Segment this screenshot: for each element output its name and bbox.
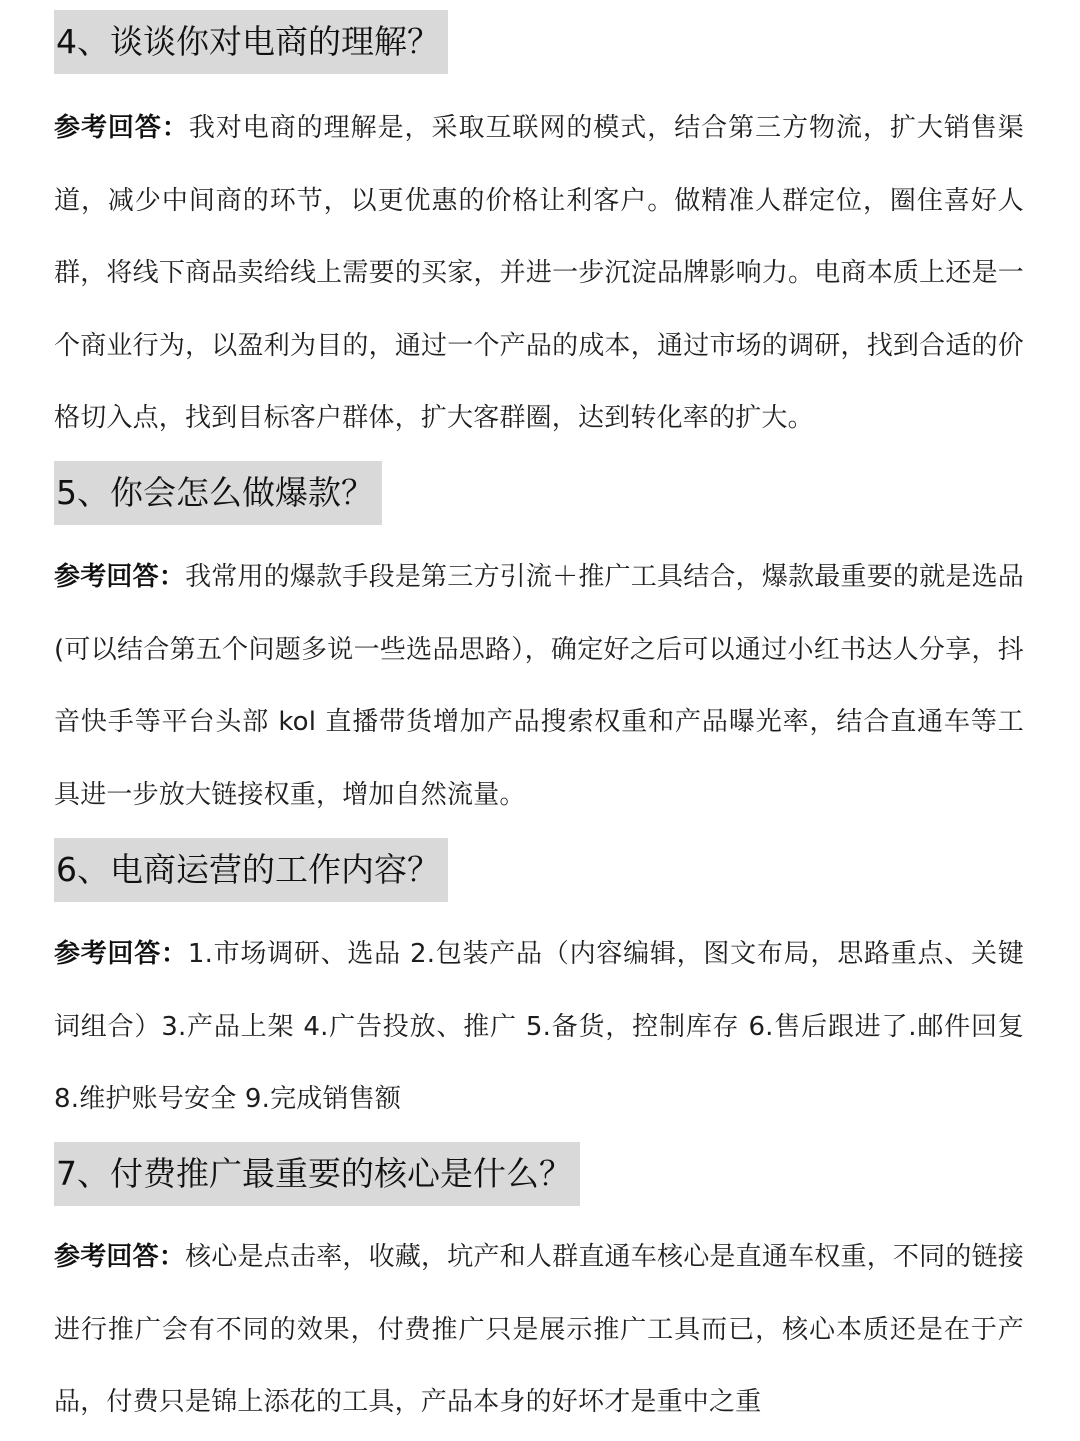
question-heading-7 bbox=[54, 1142, 580, 1206]
question-text: 4、谈谈你对电商的理解？ bbox=[56, 22, 440, 61]
answer-paragraph-6 bbox=[54, 918, 1024, 1136]
answer-paragraph-5 bbox=[54, 541, 1024, 831]
answer-paragraph-7 bbox=[54, 1221, 1024, 1439]
answer-label: 参考回答： bbox=[54, 562, 186, 592]
answer-text: 我对电商的理解是，采取互联网的模式，结合第三方物流，扩大销售渠道，减少中间商的环节，以更优惠的价格让利客户。做精准人群定位，圈住喜好人群，将线下商品卖给线上需要的买家，并进一步沉淀品牌影响力。电商本质上还是一个商业行为，以盈利为目的，通过一个产品的成本，通过市场的调研，找到合适的价格切入点，找到目标客户群体，扩大客群圈，达到转化率的扩大。 bbox=[54, 113, 1024, 433]
question-text: 5、你会怎么做爆款？ bbox=[56, 473, 374, 512]
question-heading-6 bbox=[54, 838, 448, 902]
question-heading-5 bbox=[54, 461, 382, 525]
question-text: 7、付费推广最重要的核心是什么？ bbox=[56, 1154, 572, 1193]
answer-label: 参考回答： bbox=[54, 939, 188, 969]
answer-paragraph-4 bbox=[54, 92, 1024, 455]
answer-text: 我常用的爆款手段是第三方引流＋推广工具结合，爆款最重要的就是选品(可以结合第五个问题多说一些选品思路），确定好之后可以通过小红书达人分享，抖音快手等平台头部 kol 直播带货增加产品搜索权重和产品曝光率，结合直通车等工具进一步放大链接权重，增加自然流量。 bbox=[54, 562, 1024, 810]
question-heading-4 bbox=[54, 10, 448, 74]
answer-label: 参考回答： bbox=[54, 1242, 186, 1272]
answer-text: 1.市场调研、选品 2.包装产品（内容编辑，图文布局，思路重点、关键词组合）3.产品上架 4.广告投放、推广 5.备货，控制库存 6.售后跟进了.邮件回复 8.维护账号安全 9.完成销售额 bbox=[54, 939, 1024, 1114]
question-text: 6、电商运营的工作内容？ bbox=[56, 850, 440, 889]
answer-text: 核心是点击率，收藏，坑产和人群直通车核心是直通车权重，不同的链接进行推广会有不同的效果，付费推广只是展示推广工具而已，核心本质还是在于产品，付费只是锦上添花的工具，产品本身的好坏才是重中之重 bbox=[54, 1242, 1024, 1417]
answer-label: 参考回答： bbox=[54, 113, 189, 143]
